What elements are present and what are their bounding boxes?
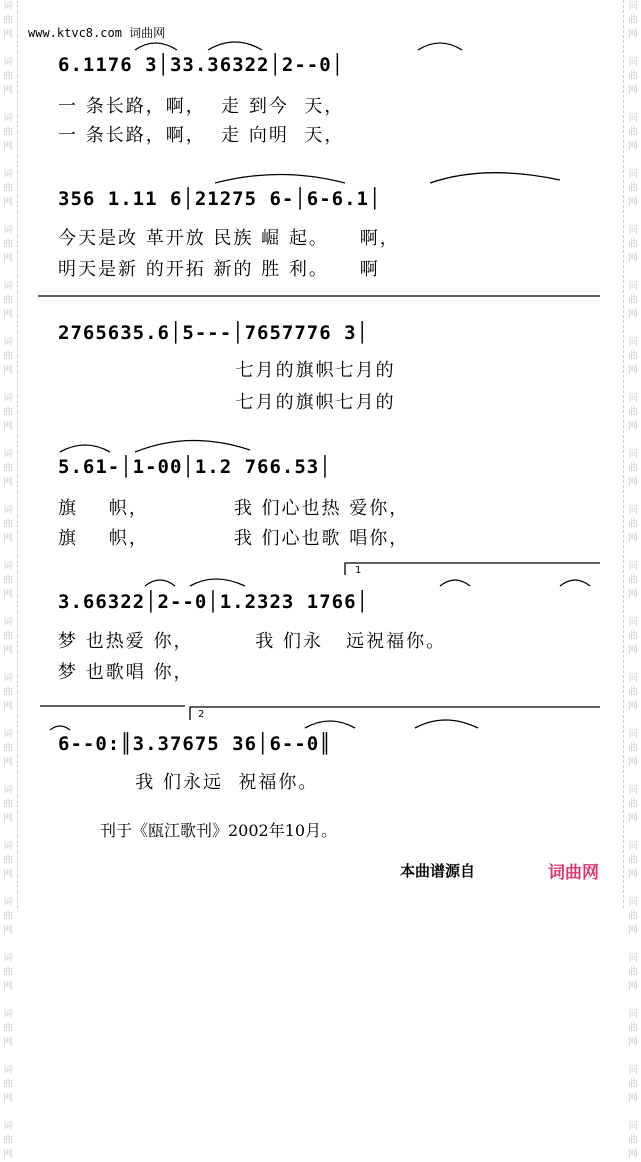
watermark-left: 词 曲 网 词 曲 网 词 曲 网 词 曲 网 词 曲 网 词 曲 网 词 曲 网 词 曲 网 词 曲 网 词 曲 网 词 曲 网 词 曲 网 词 曲 网 词 曲 网 词 曲 网 词 曲 网 词 曲 网 词 曲 网 词 曲 网 词 曲 网 词 曲 网 bbox=[3, 1, 13, 1160]
watermark-right: 词 曲 网 词 曲 网 词 曲 网 词 曲 网 词 曲 网 词 曲 网 词 曲 网 词 曲 网 词 曲 网 词 曲 网 词 曲 网 词 曲 网 词 曲 网 词 曲 网 词 曲 网 词 曲 网 词 曲 网 词 曲 网 词 曲 网 词 曲 网 词 曲 网 bbox=[628, 1, 638, 1160]
site-name: 词曲网 bbox=[129, 26, 166, 40]
volta-1 bbox=[345, 563, 600, 575]
lyrics-row-6-verse-1: 我 们永远 祝福你。 bbox=[58, 772, 319, 793]
source-label: 本曲谱源自 bbox=[400, 862, 476, 880]
notes-row-1: 6.1176 3│33.36322│2--0│ bbox=[58, 54, 345, 76]
slur bbox=[50, 726, 70, 730]
lyrics-row-4-verse-2: 旗 帜， 我 们心也歌 唱你， bbox=[58, 528, 410, 549]
slur bbox=[415, 720, 478, 728]
slur bbox=[135, 440, 250, 452]
volta-2 bbox=[190, 707, 600, 720]
slur bbox=[418, 43, 462, 50]
notes-row-2: 356 1.11 6│21275 6-│6-6.1│ bbox=[58, 188, 382, 210]
volta-2-label: 2 bbox=[198, 709, 205, 720]
lyrics-row-2-verse-2: 明天是新 的开拓 新的 胜 利。 啊 bbox=[58, 259, 380, 280]
slur bbox=[215, 175, 345, 184]
slur bbox=[305, 721, 355, 728]
lyrics-row-1-verse-2: 一 条长路，啊， 走 向明 天， bbox=[58, 125, 345, 146]
brand-logo[interactable]: 词曲网 bbox=[548, 863, 599, 883]
slur bbox=[145, 580, 175, 586]
slur bbox=[430, 173, 560, 183]
volta-1-label: 1 bbox=[355, 565, 362, 576]
notes-row-6: 6--0:║3.37675 36│6--0║ bbox=[58, 733, 332, 755]
slur bbox=[560, 580, 590, 586]
slur bbox=[60, 445, 110, 452]
slur bbox=[208, 42, 262, 50]
url-text[interactable]: www.ktvc8.com bbox=[28, 26, 122, 40]
slur bbox=[135, 43, 177, 50]
lyrics-row-5-verse-1: 梦 也热爱 你， 我 们永 远祝福你。 bbox=[58, 631, 447, 652]
lyrics-row-3-verse-2: 七月的旗帜七月的 bbox=[58, 392, 396, 413]
lyrics-row-3-verse-1: 七月的旗帜七月的 bbox=[58, 360, 396, 381]
lyrics-row-1-verse-1: 一 条长路，啊， 走 到今 天， bbox=[58, 96, 345, 117]
slur bbox=[440, 580, 470, 586]
lyrics-row-4-verse-1: 旗 帜， 我 们心也热 爱你， bbox=[58, 498, 410, 519]
notes-row-4: 5.61-│1-00│1.2 766.53│ bbox=[58, 456, 332, 478]
lyrics-row-2-verse-1: 今天是改 革开放 民族 崛 起。 啊， bbox=[58, 228, 400, 249]
slur bbox=[190, 579, 245, 586]
notes-row-5: 3.66322│2--0│1.2323 1766│ bbox=[58, 591, 369, 613]
footer-note: 刊于《瓯江歌刊》2002年10月。 bbox=[100, 821, 338, 840]
notes-row-3: 2765635.6│5---│7657776 3│ bbox=[58, 322, 369, 344]
lyrics-row-5-verse-2: 梦 也歌唱 你， bbox=[58, 662, 194, 683]
